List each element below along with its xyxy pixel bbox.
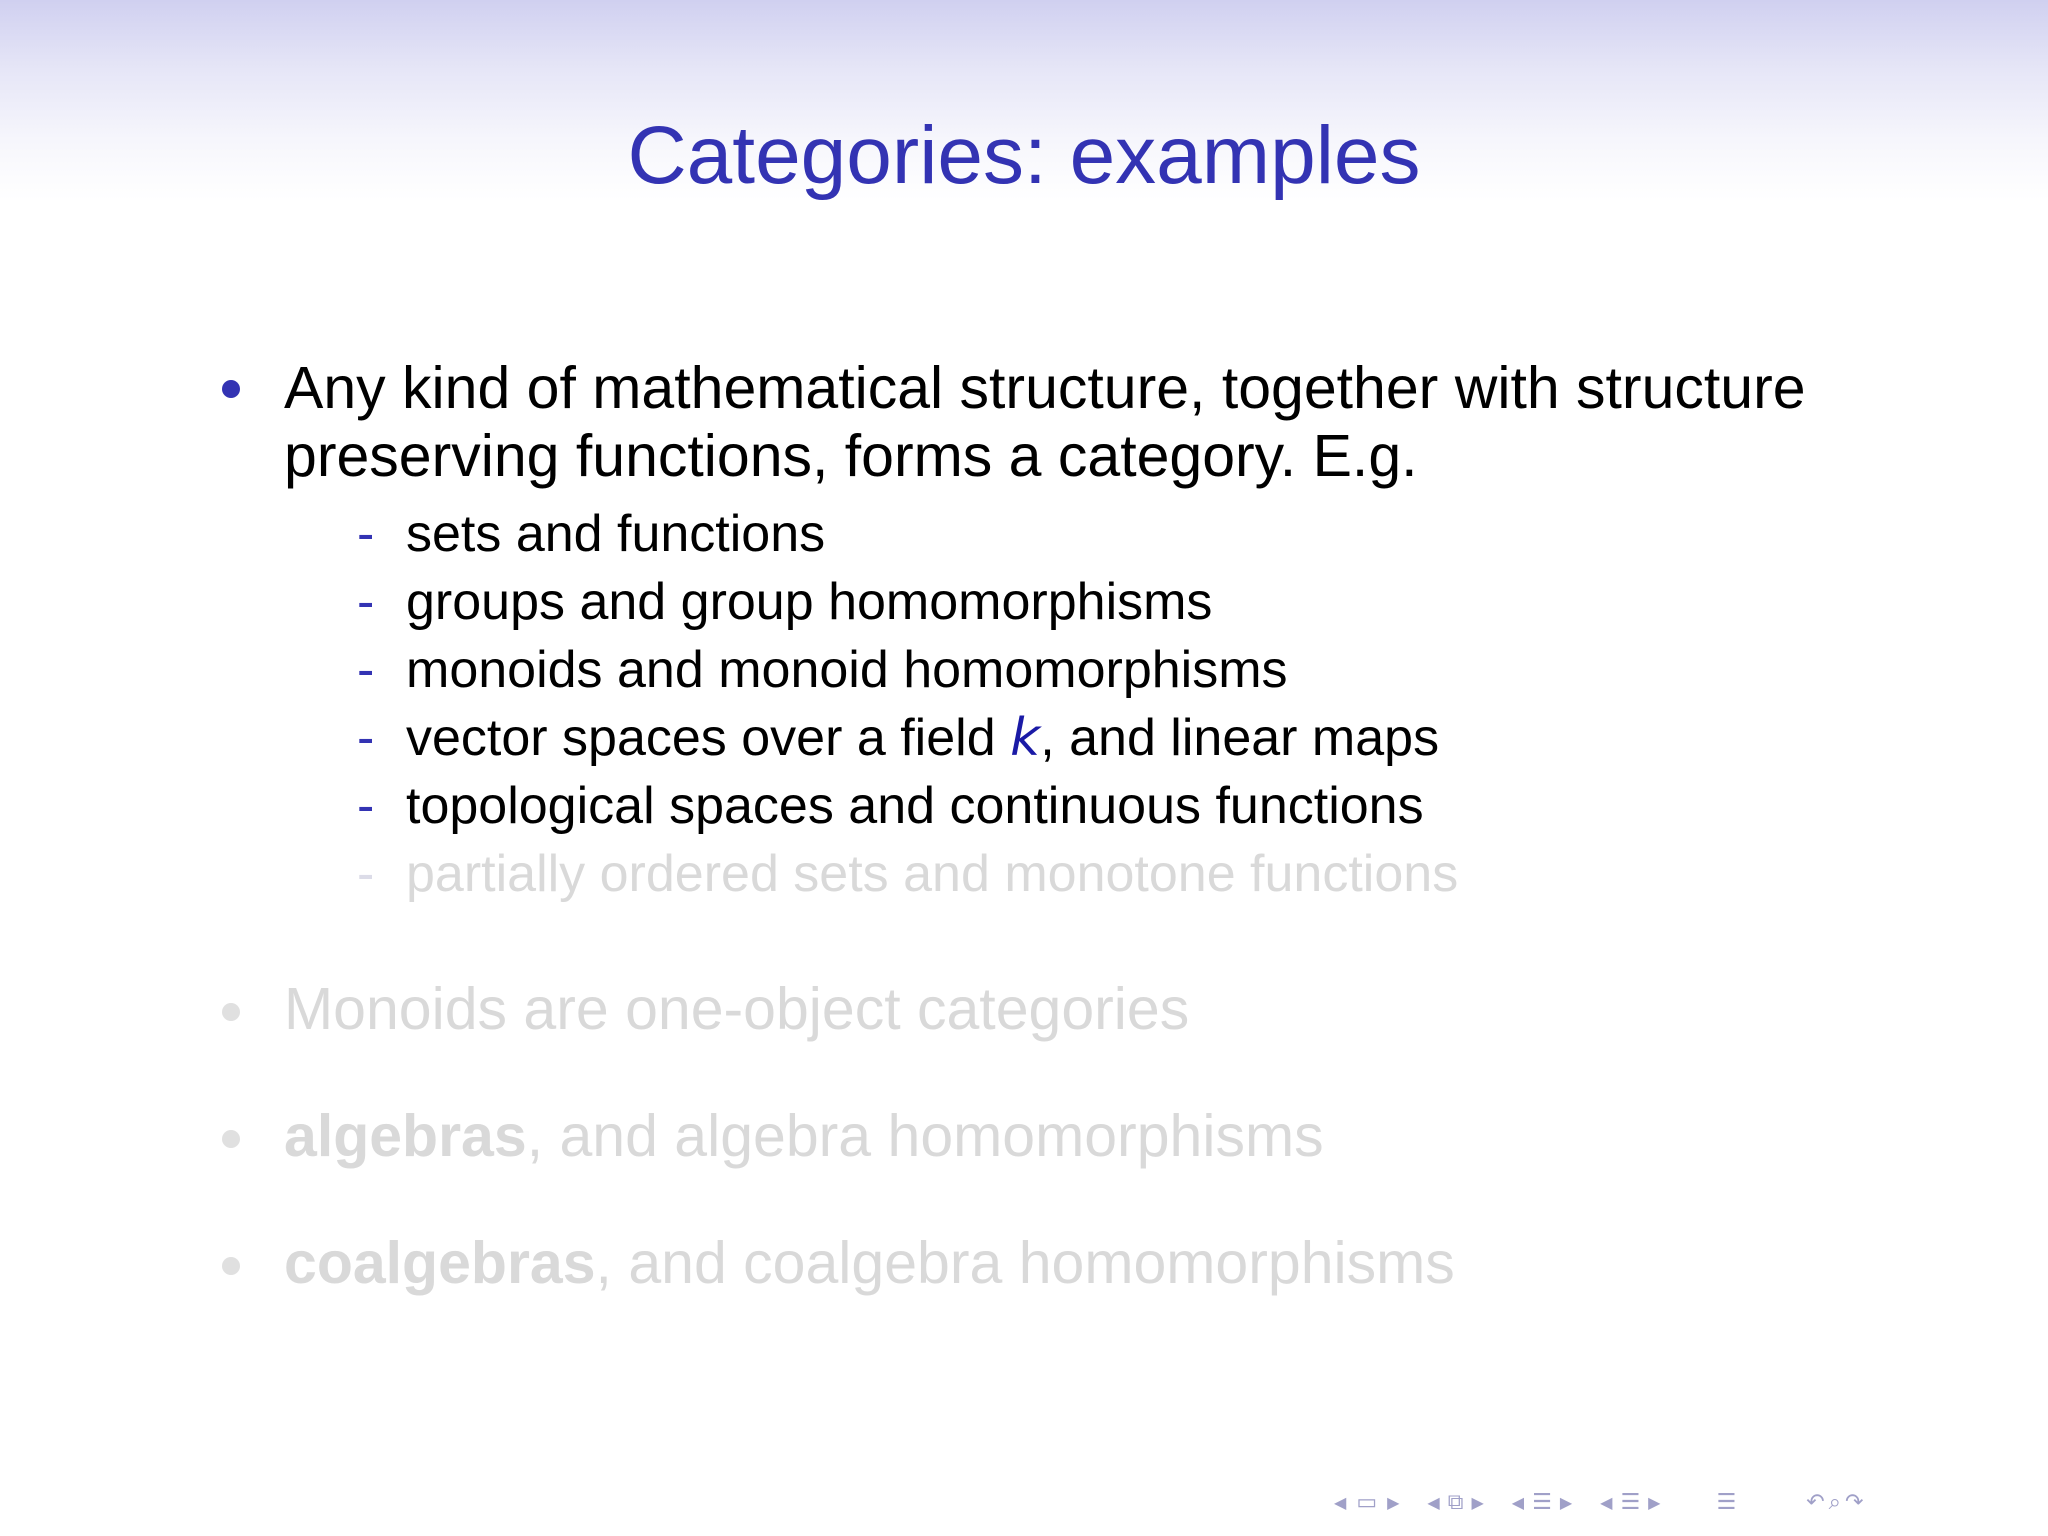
sub-item-sets: sets and functions <box>406 505 826 563</box>
bullet-dot <box>222 1003 240 1021</box>
sub-item-vector-spaces <box>406 704 1439 772</box>
nav-prev-frame-icon[interactable]: ◀ <box>1334 1493 1347 1512</box>
nav-prev-subsection-icon[interactable]: ◀ <box>1427 1493 1440 1512</box>
sub-item-dash: - <box>357 709 375 767</box>
sub-item-dash: - <box>357 505 375 563</box>
coalgebras-rest: , and coalgebra homomorphisms <box>595 1230 1455 1296</box>
sub-item-dash: - <box>357 641 375 699</box>
nav-next-doc-icon[interactable]: ▶ <box>1648 1493 1661 1512</box>
faded-bullet-coalgebras <box>284 1229 1455 1297</box>
beamer-nav-bar <box>1334 1488 1863 1518</box>
faded-bullet-monoids: Monoids are one-object categories <box>284 976 1190 1042</box>
algebras-bold: algebras <box>284 1103 527 1169</box>
vector-spaces-text-after: , and linear maps <box>1040 709 1440 767</box>
coalgebras-bold: coalgebras <box>284 1230 596 1296</box>
sub-item-groups: groups and group homomorphisms <box>406 573 1213 631</box>
slide-title: Categories: examples <box>627 110 1421 201</box>
nav-next-subsection-icon[interactable]: ▶ <box>1471 1493 1484 1512</box>
nav-back-icon[interactable]: ↶ <box>1806 1490 1825 1515</box>
sub-item-dash: - <box>357 573 375 631</box>
nav-search-icon[interactable]: ⌕ <box>1828 1490 1841 1515</box>
faded-bullet-algebras <box>284 1102 1324 1170</box>
nav-prev-doc-icon[interactable]: ◀ <box>1600 1493 1613 1512</box>
nav-next-frame-icon[interactable]: ▶ <box>1387 1493 1400 1512</box>
nav-doc-icon[interactable]: ☰ <box>1620 1490 1641 1515</box>
sub-item-dash: - <box>357 777 375 835</box>
nav-prev-section-icon[interactable]: ◀ <box>1511 1493 1525 1512</box>
nav-forward-icon[interactable]: ↷ <box>1844 1490 1864 1515</box>
bullet-dot <box>222 380 240 398</box>
main-bullet-line-1: Any kind of mathematical structure, together with structure <box>284 355 1806 421</box>
sub-item-posets: partially ordered sets and monotone functions <box>406 845 1459 903</box>
nav-next-section-icon[interactable]: ▶ <box>1559 1493 1573 1512</box>
algebras-rest: , and algebra homomorphisms <box>526 1103 1324 1169</box>
nav-section-icon[interactable]: ☰ <box>1532 1490 1552 1515</box>
sub-item-dash: - <box>357 845 375 903</box>
bullet-dot <box>222 1257 240 1275</box>
main-bullet-line-2: preserving functions, forms a category. E.g. <box>284 423 1418 489</box>
math-variable-k: k <box>1010 708 1041 768</box>
nav-toc-icon[interactable]: ☰ <box>1716 1490 1737 1515</box>
bullet-dot <box>222 1130 240 1148</box>
nav-frame-icon[interactable]: ▭ <box>1356 1490 1378 1515</box>
sub-item-topological: topological spaces and continuous functions <box>406 777 1424 835</box>
vector-spaces-text-before: vector spaces over a field <box>406 709 1011 767</box>
sub-item-monoids: monoids and monoid homomorphisms <box>406 641 1288 699</box>
nav-subsection-icon[interactable]: ⧉ <box>1447 1490 1464 1515</box>
main-bullet-text <box>284 354 2004 490</box>
